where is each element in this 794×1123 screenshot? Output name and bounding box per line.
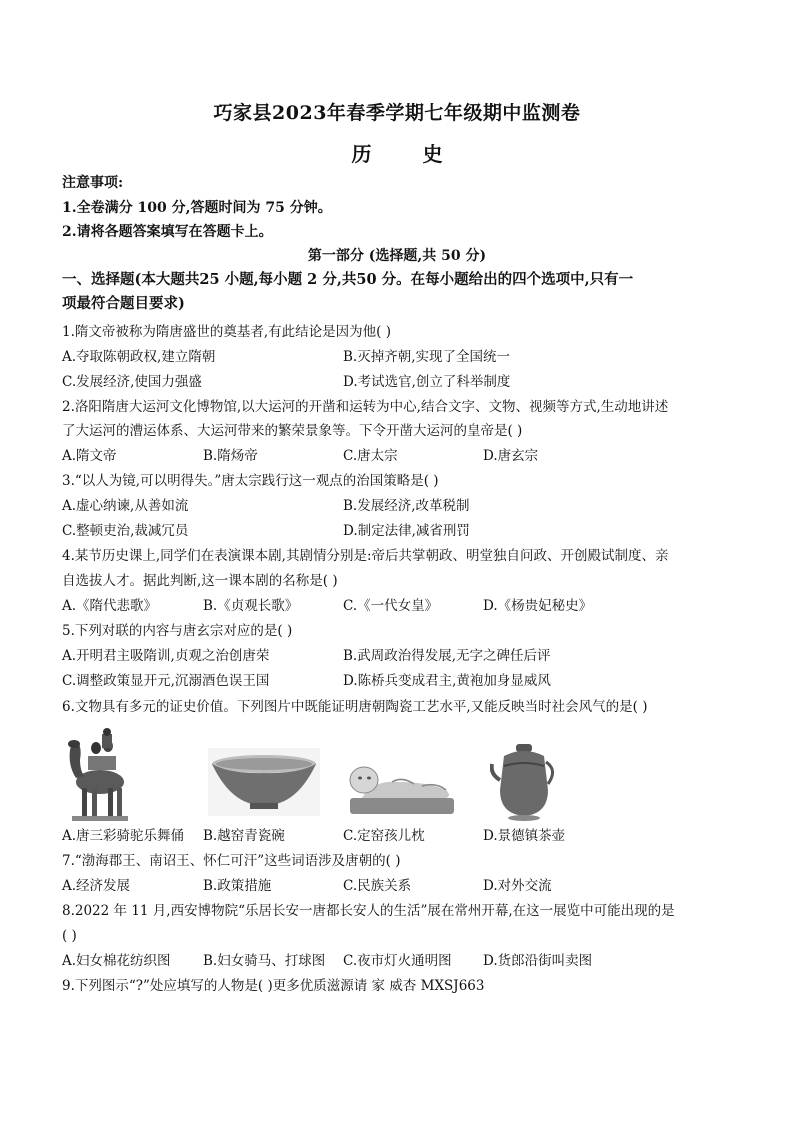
- q5-option-d: D.陈桥兵变成君主,黄袍加身显威风: [343, 673, 551, 689]
- q3-stem: 3.“以人为镜,可以明得失。”唐太宗践行这一观点的治国策略是( ): [62, 473, 439, 489]
- q2-option-d: D.唐玄宗: [483, 448, 539, 464]
- q5-option-c: C.调整政策显开元,沉溺酒色误王国: [62, 673, 270, 689]
- notice-item-1: 1.全卷满分 100 分,答题时间为 75 分钟。: [62, 200, 332, 216]
- q7-option-d: D.对外交流: [483, 878, 552, 894]
- q7-option-b: B.政策措施: [203, 878, 272, 894]
- camel-figurine-image: [62, 726, 142, 822]
- q5-stem: 5.下列对联的内容与唐玄宗对应的是( ): [62, 623, 293, 639]
- subject-title: 历 史: [351, 142, 465, 166]
- section-instructions-line1: 一、选择题(本大题共25 小题,每小题 2 分,共50 分。在每小题给出的四个选项中,只有一: [62, 271, 634, 288]
- q5-option-a: A.开明君主吸隋训,贞观之治创唐荣: [62, 648, 270, 664]
- q6-stem: 6.文物具有多元的证史价值。下列图片中既能证明唐朝陶瓷工艺水平,又能反映当时社会风气的是( ): [62, 699, 648, 715]
- q7-option-a: A.经济发展: [62, 878, 131, 894]
- teapot-image: [490, 740, 558, 822]
- notice-heading: 注意事项:: [62, 175, 124, 191]
- q2-option-a: A.隋文帝: [62, 448, 117, 464]
- q4-option-d: D.《杨贵妃秘史》: [483, 598, 593, 614]
- q6-option-a: A.唐三彩骑驼乐舞俑: [62, 828, 185, 844]
- q8-option-d: D.货郎沿街叫卖图: [483, 953, 593, 969]
- q8-stem-line1: 8.2022 年 11 月,西安博物院“乐居长安一唐都长安人的生活”展在常州开幕,在这一展览中可能出现的是: [62, 903, 675, 919]
- exam-title: 巧家县2023年春季学期七年级期中监测卷: [213, 102, 581, 124]
- q4-stem-line1: 4.某节历史课上,同学们在表演课本剧,其剧情分别是:帝后共掌朝政、明堂独自问政、开创殿试制度、亲: [62, 548, 669, 564]
- q8-option-c: C.夜市灯火通明图: [343, 953, 452, 969]
- q8-option-a: A.妇女棉花纺织图: [62, 953, 171, 969]
- q3-option-c: C.整顿吏治,裁减冗员: [62, 523, 189, 539]
- child-pillow-image: [342, 752, 460, 818]
- q2-stem-line1: 2.洛阳隋唐大运河文化博物馆,以大运河的开凿和运转为中心,结合文字、文物、视频等方式,生动地讲述: [62, 399, 669, 415]
- q4-option-c: C.《一代女皇》: [343, 598, 439, 614]
- q2-stem-line2: 了大运河的漕运体系、大运河带来的繁荣景象等。下令开凿大运河的皇帝是( ): [62, 423, 523, 439]
- q5-option-b: B.武周政治得发展,无字之碑任后评: [343, 648, 551, 664]
- q7-option-c: C.民族关系: [343, 878, 412, 894]
- section-instructions-line2: 项最符合题目要求): [62, 295, 185, 312]
- q6-option-b: B.越窑青瓷碗: [203, 828, 285, 844]
- q3-option-b: B.发展经济,改革税制: [343, 498, 470, 514]
- q1-option-a: A.夺取陈朝政权,建立隋朝: [62, 349, 216, 365]
- q1-option-b: B.灭掉齐朝,实现了全国统一: [343, 349, 511, 365]
- q1-option-d: D.考试选官,创立了科举制度: [343, 374, 511, 390]
- q9-stem: 9.下列图示“?”处应填写的人物是( )更多优质滋源请 家 威杏 MXSJ663: [62, 978, 485, 994]
- q8-option-b: B.妇女骑马、打球图: [203, 953, 326, 969]
- q4-stem-line2: 自选拔人才。据此判断,这一课本剧的名称是( ): [62, 573, 338, 589]
- q6-option-c: C.定窑孩儿枕: [343, 828, 425, 844]
- part1-title: 第一部分 (选择题,共 50 分): [307, 248, 487, 264]
- notice-item-2: 2.请将各题答案填写在答题卡上。: [62, 224, 273, 240]
- q7-stem: 7.“渤海郡王、南诏王、怀仁可汗”这些词语涉及唐朝的( ): [62, 853, 401, 869]
- q8-stem-line2: ( ): [62, 928, 77, 944]
- q2-option-b: B.隋炀帝: [203, 448, 258, 464]
- q3-option-a: A.虚心纳谏,从善如流: [62, 498, 189, 514]
- celadon-bowl-image: [208, 748, 320, 816]
- q6-option-d: D.景德镇茶壶: [483, 828, 566, 844]
- q4-option-b: B.《贞观长歌》: [203, 598, 299, 614]
- q1-option-c: C.发展经济,使国力强盛: [62, 374, 202, 390]
- q4-option-a: A.《隋代悲歌》: [62, 598, 158, 614]
- q3-option-d: D.制定法律,减省刑罚: [343, 523, 470, 539]
- q2-option-c: C.唐太宗: [343, 448, 398, 464]
- q1-stem: 1.隋文帝被称为隋唐盛世的奠基者,有此结论是因为他( ): [62, 324, 391, 340]
